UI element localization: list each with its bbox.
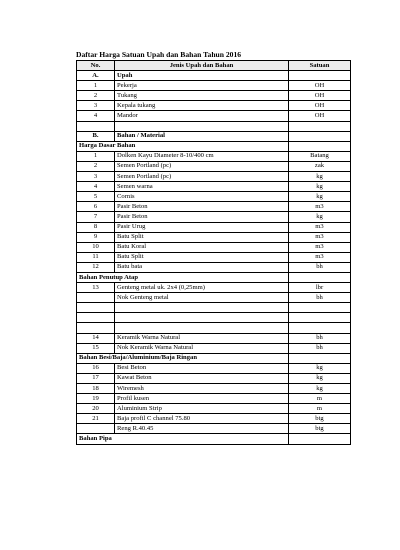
empty-cell [289,272,351,282]
empty-cell [77,313,115,323]
item-desc: Aluminium Strip [115,404,289,414]
table-row [77,81,351,91]
item-no: 21 [77,414,115,424]
table-header-row [77,61,351,71]
item-no: 16 [77,363,115,373]
item-unit: lbr [289,283,351,293]
section-label: Bahan / Material [115,131,289,141]
empty-cell [289,131,351,141]
table-row [77,242,351,252]
header-desc: Jenis Upah dan Bahan [115,61,289,71]
item-desc: Baja profil C channel 75.80 [115,414,289,424]
item-desc: Genteng metal uk. 2x4 (0,25mm) [115,283,289,293]
item-unit: bh [289,343,351,353]
item-desc: Besi Beton [115,363,289,373]
item-unit: kg [289,212,351,222]
empty-cell [115,313,289,323]
item-unit: btg [289,414,351,424]
table-row [77,182,351,192]
item-unit: kg [289,373,351,383]
item-desc: Keramik Warna Natural [115,333,289,343]
item-unit: m3 [289,222,351,232]
item-desc: Semen warna [115,182,289,192]
item-desc: Mandor [115,111,289,121]
empty-cell [77,121,115,131]
item-desc: Nok Genteng metal [115,293,289,303]
table-row [77,363,351,373]
table-row [77,222,351,232]
section-b-row [77,131,351,141]
item-unit: m [289,404,351,414]
item-desc: Pekerja [115,81,289,91]
item-no: 14 [77,333,115,343]
group-label: Harga Dasar Bahan [77,141,115,151]
table-row [77,283,351,293]
section-label: Upah [115,71,289,81]
item-no: 10 [77,242,115,252]
item-unit: OH [289,101,351,111]
item-no: 6 [77,202,115,212]
section-a-row [77,71,351,81]
item-no: 11 [77,252,115,262]
table-row [77,91,351,101]
table-row [77,192,351,202]
item-desc: Profil kusen [115,394,289,404]
item-unit: kg [289,192,351,202]
item-unit: bh [289,293,351,303]
table-row [77,373,351,383]
price-table [76,60,351,445]
table-row [77,172,351,182]
empty-cell [289,121,351,131]
item-desc: Cornis [115,192,289,202]
item-unit: m3 [289,242,351,252]
item-desc: Semen Portland (pc) [115,172,289,182]
item-no [77,293,115,303]
page-title: Daftar Harga Satuan Upah dan Bahan Tahun 2016 [76,50,242,59]
table-row [77,343,351,353]
item-desc: Tukang [115,91,289,101]
item-unit: m [289,394,351,404]
empty-cell [77,323,115,333]
empty-row [77,323,351,333]
item-unit: zak [289,161,351,171]
item-desc: Kepala tukang [115,101,289,111]
item-no: 2 [77,91,115,101]
empty-cell [289,353,351,363]
group-penutup-atap-row [77,272,351,282]
item-unit: bh [289,262,351,272]
empty-row [77,121,351,131]
empty-cell [289,313,351,323]
section-no: B. [77,131,115,141]
empty-cell [115,121,289,131]
empty-cell [115,434,289,444]
empty-cell [77,303,115,313]
item-desc: Wiremesh [115,384,289,394]
item-no: 20 [77,404,115,414]
item-no: 1 [77,81,115,91]
item-unit: kg [289,182,351,192]
table-row [77,252,351,262]
item-desc: Semen Portland (pc) [115,161,289,171]
empty-cell [289,323,351,333]
item-unit: OH [289,81,351,91]
item-desc: Batu bata [115,262,289,272]
item-desc: Batu Koral [115,242,289,252]
item-unit: m3 [289,202,351,212]
item-no: 13 [77,283,115,293]
table-row [77,424,351,434]
table-row [77,394,351,404]
empty-cell [115,303,289,313]
item-no: 1 [77,151,115,161]
group-label: Bahan Besi/Baja/Aluminium/Baja Ringan [77,353,115,363]
empty-cell [289,434,351,444]
item-desc: Kawat Beton [115,373,289,383]
item-no [77,424,115,434]
header-no: No. [77,61,115,71]
header-unit: Satuan [289,61,351,71]
item-no: 3 [77,101,115,111]
empty-cell [115,323,289,333]
item-no: 19 [77,394,115,404]
item-desc: Nok Keramik Warna Natural [115,343,289,353]
item-no: 18 [77,384,115,394]
table-row [77,404,351,414]
table-row [77,212,351,222]
item-unit: OH [289,91,351,101]
table-row [77,262,351,272]
item-unit: bh [289,333,351,343]
item-unit: m3 [289,232,351,242]
item-unit: kg [289,172,351,182]
item-unit: kg [289,384,351,394]
item-no: 9 [77,232,115,242]
item-desc: Pasir Urug [115,222,289,232]
table-row [77,202,351,212]
empty-row [77,313,351,323]
item-desc: Dolken Kayu Diameter 8-10/400 cm [115,151,289,161]
table-row [77,101,351,111]
empty-cell [115,141,289,151]
item-no: 3 [77,172,115,182]
item-desc: Reng R.40.45 [115,424,289,434]
table-row [77,333,351,343]
item-no: 4 [77,182,115,192]
item-desc: Pasir Beton [115,212,289,222]
table-row [77,232,351,242]
item-unit: OH [289,111,351,121]
item-unit: Batang [289,151,351,161]
empty-cell [289,303,351,313]
item-no: 8 [77,222,115,232]
table-row [77,151,351,161]
section-no: A. [77,71,115,81]
item-unit: btg [289,424,351,434]
table-row [77,414,351,424]
item-no: 5 [77,192,115,202]
item-no: 2 [77,161,115,171]
group-pipa-row [77,434,351,444]
group-harga-dasar-row [77,141,351,151]
empty-cell [289,71,351,81]
table-row [77,111,351,121]
item-no: 17 [77,373,115,383]
table-row [77,161,351,171]
item-no: 15 [77,343,115,353]
item-desc: Batu Split [115,232,289,242]
empty-cell [115,272,289,282]
item-unit: m3 [289,252,351,262]
item-unit: kg [289,363,351,373]
item-no: 12 [77,262,115,272]
table-row [77,384,351,394]
group-label: Bahan Penutup Atap [77,272,115,282]
group-label: Bahan Pipa [77,434,115,444]
item-no: 7 [77,212,115,222]
empty-cell [289,141,351,151]
empty-row [77,303,351,313]
group-besi-row [77,353,351,363]
item-no: 4 [77,111,115,121]
item-desc: Pasir Beton [115,202,289,212]
item-desc: Batu Split [115,252,289,262]
table-row [77,293,351,303]
